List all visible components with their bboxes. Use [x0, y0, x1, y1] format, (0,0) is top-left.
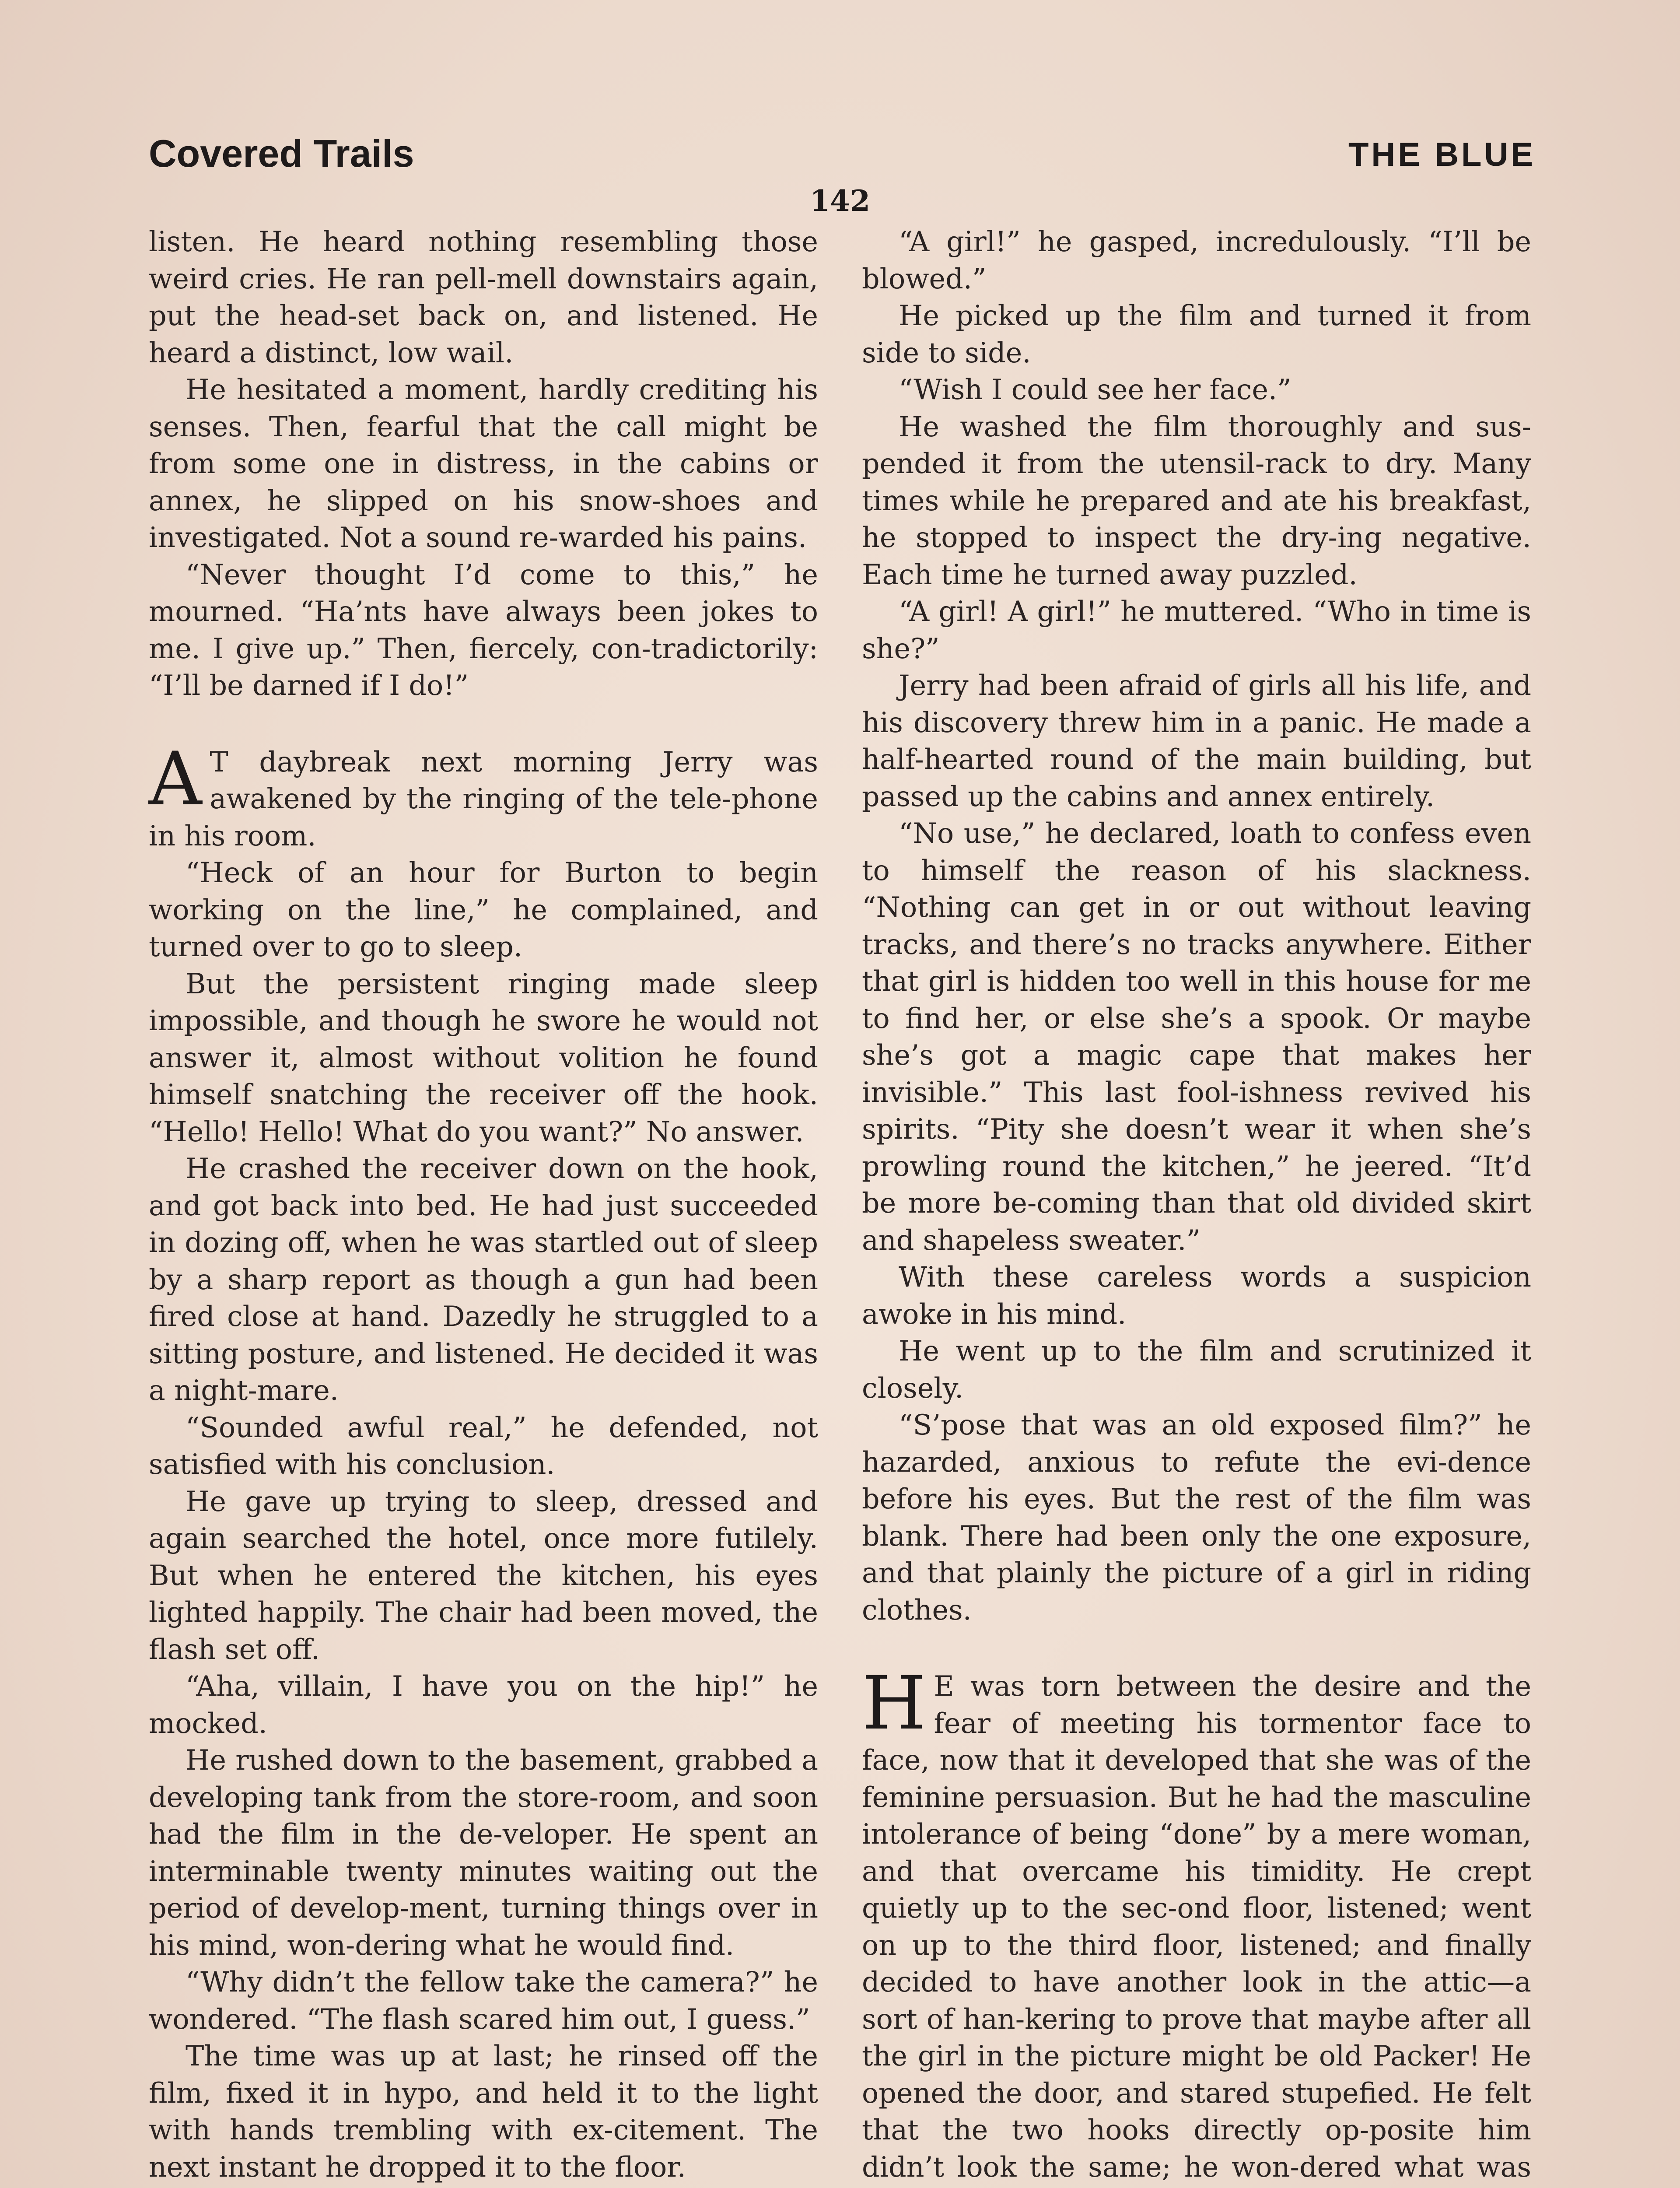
paragraph: He gave up trying to sleep, dressed and again searched the hotel, once more futilely. But when he entered the kitchen, his eyes lighted happily. The chair had been moved, the flash set off.	[149, 1485, 818, 1666]
drop-cap: A	[149, 736, 202, 822]
paragraph: The time was up at last; he rinsed off the film, fixed it in hypo, and held it to the light with hands trembling with ex-citement. The next instant he dropped it to the floor.	[149, 2040, 818, 2183]
paragraph: “A girl!” he gasped, incredulously. “I’ll be blowed.”	[862, 225, 1531, 295]
paragraph: listen. He heard nothing resembling those weird cries. He ran pell-mell downstairs again, put the head-set back on, and listened. He heard a distinct, low wail.	[149, 225, 818, 369]
left-column	[149, 223, 818, 2185]
right-column	[862, 223, 1531, 2188]
paragraph-text: T daybreak next morning Jerry was awakened by the ringing of the tele-phone in his room.	[149, 745, 818, 852]
magazine-title: THE BLUE	[1348, 136, 1536, 173]
story-title: Covered Trails	[149, 132, 414, 175]
paragraph: Jerry had been afraid of girls all his life, and his discovery threw him in a panic. He made a half-hearted round of the main building, but passed up the cabins and annex entirely.	[862, 669, 1531, 813]
paragraph: He picked up the film and turned it from side to side.	[862, 299, 1531, 369]
paragraph: “A girl! A girl!” he muttered. “Who in time is she?”	[862, 595, 1531, 665]
paragraph: “Aha, villain, I have you on the hip!” he mocked.	[149, 1670, 818, 1739]
paragraph: “Why didn’t the fellow take the camera?” he wondered. “The flash scared him out, I guess.”	[149, 1966, 818, 2035]
paragraph: “Wish I could see her face.”	[899, 373, 1292, 406]
paragraph: “Sounded awful real,” he defended, not satisfied with his conclusion.	[149, 1411, 818, 1480]
drop-cap: H	[862, 1660, 926, 1746]
paragraph: “No use,” he declared, loath to confess even to himself the reason of his slackness. “Nothing can get in or out without leaving tracks, and there’s no tracks anywhere. Either that girl is hidden too well in this house for me to find her, or else she’s a spook. Or maybe she’s got a magic cape that makes her invisible.” This last fool-ishness revived his spirits. “Pity she doesn’t wear it when she’s prowling round the kitchen,” he jeered. “It’d be more be-coming than that old divided skirt and shapeless sweater.”	[862, 817, 1531, 1256]
paragraph: He went up to the film and scrutinized it closely.	[862, 1335, 1531, 1404]
paragraph: He hesitated a moment, hardly crediting his senses. Then, fearful that the call might be from some one in distress, in the cabins or annex, he slipped on his snow-shoes and investigated. Not a sound re-warded his pains.	[149, 373, 818, 554]
paragraph: “Heck of an hour for Burton to begin working on the line,” he complained, and turned over to go to sleep.	[149, 856, 818, 963]
paragraph: With these careless words a suspicion awoke in his mind.	[862, 1261, 1531, 1330]
section-start-paragraph	[149, 736, 818, 855]
paragraph: “Never thought I’d come to this,” he mourned. “Ha’nts have always been jokes to me. I give up.” Then, fiercely, con-tradictorily: “I’ll be darned if I do!”	[149, 558, 818, 701]
paragraph: “S’pose that was an old exposed film?” he hazarded, anxious to refute the evi-dence before his eyes. But the rest of the film was blank. There had been only the one exposure, and that plainly the picture of a girl in riding clothes.	[862, 1409, 1531, 1626]
section-start-paragraph	[862, 1660, 1531, 2188]
paragraph-text: E was torn between the desire and the fear of meeting his tormentor face to face, now that it developed that she was of the feminine persuasion. But he had the masculine intolerance of being “done” by a mere woman, and that overcame his timidity. He crept quietly up to the sec-ond floor, listened; went on up to the third floor, listened; and finally decided to have another look in the attic—a sort of han-kering to prove that maybe after all the girl in the picture might be old Packer! He opened the door, and stared stupefied. He felt that the two hooks directly op-posite him didn’t look the same; he won-dered what was	[862, 1670, 1531, 2183]
paragraph: He rushed down to the basement, grabbed a developing tank from the store-room, and soon had the film in the de-veloper. He spent an interminable twenty minutes waiting out the period of develop-ment, turning things over in his mind, won-dering what he would find.	[149, 1744, 818, 1961]
paragraph: But the persistent ringing made sleep impossible, and though he swore he would not answer it, almost without volition he found himself snatching the receiver off the hook. “Hello! Hello! What do you want?” No answer.	[149, 967, 818, 1148]
paragraph: He crashed the receiver down on the hook, and got back into bed. He had just succeeded in dozing off, when he was startled out of sleep by a sharp report as though a gun had been fired close at hand. Dazedly he struggled to a sitting posture, and listened. He decided it was a night-mare.	[149, 1152, 818, 1406]
paragraph: He washed the film thoroughly and sus-pended it from the utensil-rack to dry. Many times while he prepared and ate his breakfast, he stopped to inspect the dry-ing negative. Each time he turned away puzzled.	[862, 410, 1531, 591]
page-number: 142	[810, 184, 870, 218]
